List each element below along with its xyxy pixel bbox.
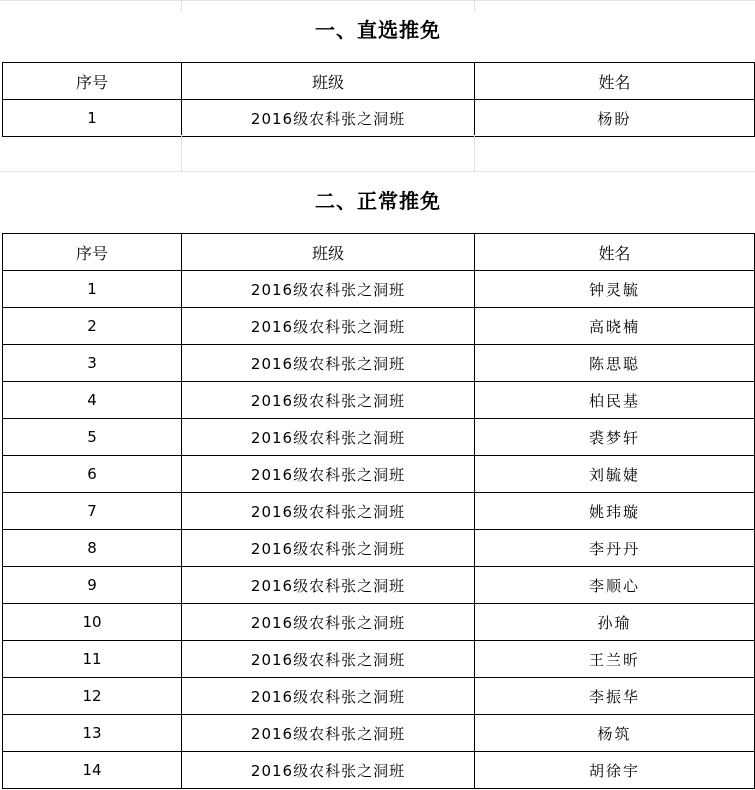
table-row (3, 641, 755, 678)
cell-class[interactable]: 2016级农科张之洞班 (182, 641, 475, 678)
blank-row (2, 135, 754, 171)
cell-name[interactable]: 杨筑 (475, 715, 755, 752)
cell-class[interactable]: 2016级农科张之洞班 (182, 715, 475, 752)
cell-name[interactable]: 姚玮璇 (475, 493, 755, 530)
cell-class[interactable]: 2016级农科张之洞班 (182, 419, 475, 456)
cell-name[interactable]: 李振华 (475, 678, 755, 715)
cell-index[interactable]: 11 (3, 641, 182, 678)
gridline (0, 0, 755, 1)
cell-class[interactable]: 2016级农科张之洞班 (182, 345, 475, 382)
cell-index[interactable]: 1 (3, 100, 182, 137)
cell-name[interactable]: 高晓楠 (475, 308, 755, 345)
table-row (3, 382, 755, 419)
table-row (3, 530, 755, 567)
table-row (3, 715, 755, 752)
table-header-row (3, 63, 755, 100)
cell-index[interactable]: 3 (3, 345, 182, 382)
header-name[interactable]: 姓名 (475, 234, 755, 271)
table-row (3, 271, 755, 308)
header-index[interactable]: 序号 (3, 63, 182, 100)
cell-index[interactable]: 1 (3, 271, 182, 308)
table-row (3, 752, 755, 789)
table-row (3, 493, 755, 530)
cell-index[interactable]: 8 (3, 530, 182, 567)
cell-name[interactable]: 胡徐宇 (475, 752, 755, 789)
cell-index[interactable]: 12 (3, 678, 182, 715)
cell-name[interactable]: 钟灵毓 (475, 271, 755, 308)
cell-index[interactable]: 6 (3, 456, 182, 493)
cell-name[interactable]: 刘毓婕 (475, 456, 755, 493)
table-row (3, 345, 755, 382)
table-row (3, 308, 755, 345)
cell-index[interactable]: 14 (3, 752, 182, 789)
table-row (3, 678, 755, 715)
table-direct-recommend (2, 62, 755, 137)
cell-index[interactable]: 4 (3, 382, 182, 419)
cell-class[interactable]: 2016级农科张之洞班 (182, 752, 475, 789)
table-normal-recommend (2, 233, 755, 789)
cell-class[interactable]: 2016级农科张之洞班 (182, 567, 475, 604)
cell-index[interactable]: 5 (3, 419, 182, 456)
cell-index[interactable]: 9 (3, 567, 182, 604)
table-row (3, 419, 755, 456)
cell-name[interactable]: 杨盼 (475, 100, 755, 137)
cell-class[interactable]: 2016级农科张之洞班 (182, 604, 475, 641)
cell-class[interactable]: 2016级农科张之洞班 (182, 456, 475, 493)
section-title-normal: 二、正常推免 (2, 183, 754, 219)
cell-name[interactable]: 裘梦轩 (475, 419, 755, 456)
cell-class[interactable]: 2016级农科张之洞班 (182, 308, 475, 345)
cell-index[interactable]: 2 (3, 308, 182, 345)
table-header-row (3, 234, 755, 271)
blank-cell[interactable] (474, 135, 475, 171)
section-title-direct: 一、直选推免 (2, 12, 754, 48)
gridline (0, 171, 755, 172)
header-name[interactable]: 姓名 (475, 63, 755, 100)
table-row (3, 567, 755, 604)
cell-class[interactable]: 2016级农科张之洞班 (182, 271, 475, 308)
header-index[interactable]: 序号 (3, 234, 182, 271)
blank-cell[interactable] (181, 135, 182, 171)
cell-class[interactable]: 2016级农科张之洞班 (182, 678, 475, 715)
cell-index[interactable]: 13 (3, 715, 182, 752)
header-class[interactable]: 班级 (182, 63, 475, 100)
cell-name[interactable]: 李丹丹 (475, 530, 755, 567)
header-class[interactable]: 班级 (182, 234, 475, 271)
cell-name[interactable]: 李顺心 (475, 567, 755, 604)
cell-name[interactable]: 王兰昕 (475, 641, 755, 678)
cell-name[interactable]: 孙瑜 (475, 604, 755, 641)
cell-index[interactable]: 7 (3, 493, 182, 530)
cell-class[interactable]: 2016级农科张之洞班 (182, 100, 475, 137)
cell-name[interactable]: 柏民基 (475, 382, 755, 419)
cell-class[interactable]: 2016级农科张之洞班 (182, 530, 475, 567)
cell-class[interactable]: 2016级农科张之洞班 (182, 382, 475, 419)
table-row (3, 604, 755, 641)
cell-index[interactable]: 10 (3, 604, 182, 641)
table-row (3, 456, 755, 493)
table-row (3, 100, 755, 137)
cell-name[interactable]: 陈思聪 (475, 345, 755, 382)
cell-class[interactable]: 2016级农科张之洞班 (182, 493, 475, 530)
